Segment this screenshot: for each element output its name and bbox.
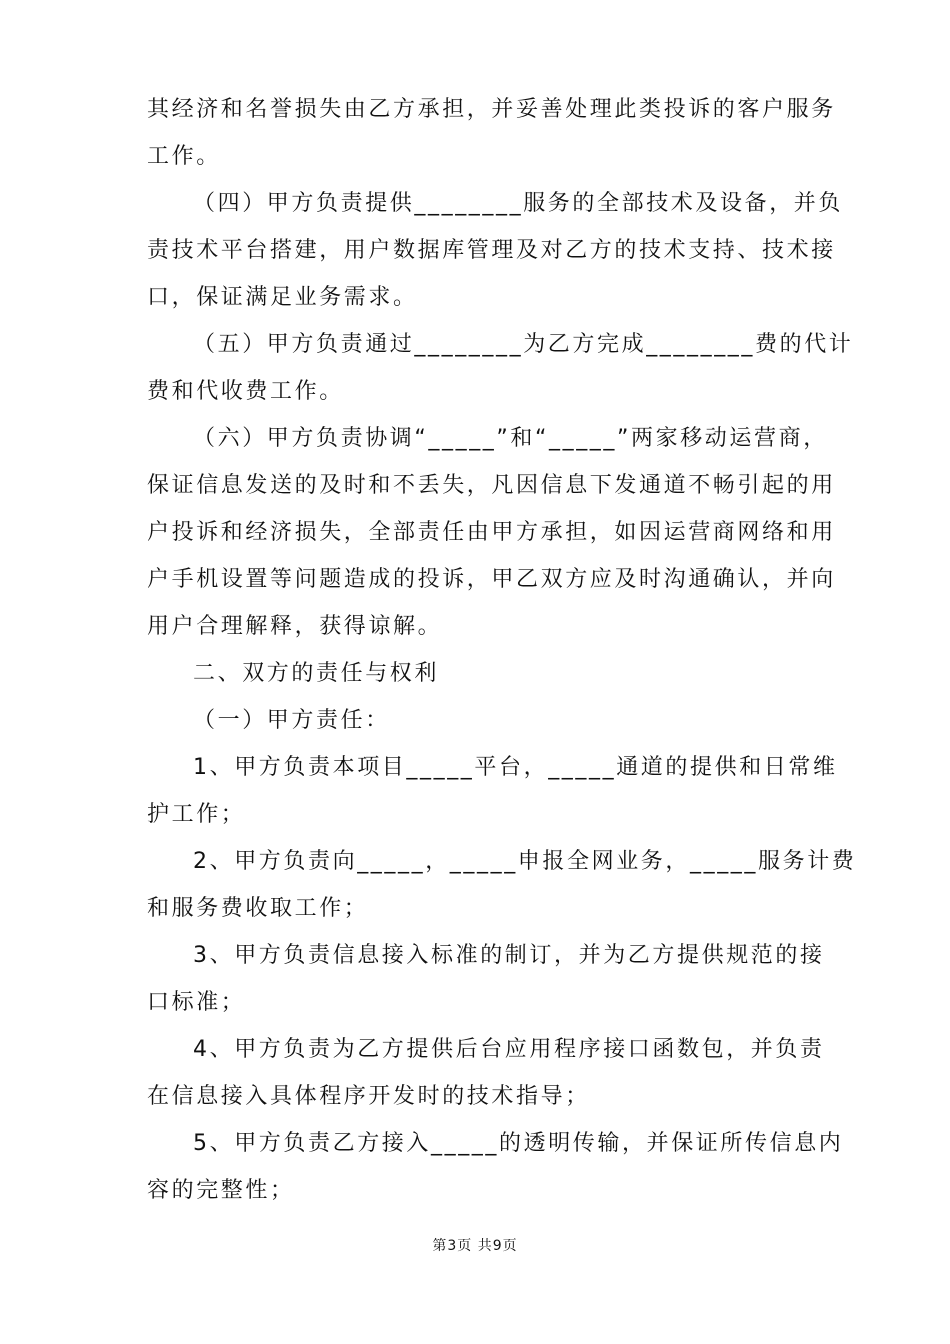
paragraph-line: 户投诉和经济损失，全部责任由甲方承担，如因运营商网络和用 [147,520,836,545]
paragraph [147,838,857,932]
paragraph-line: （五）甲方负责通过________为乙方完成________费的代计 [193,332,854,357]
paragraph [147,86,836,180]
paragraph-line: 2、甲方负责向_____，_____申报全网业务，_____服务计费 [193,849,857,874]
paragraph-line: 保证信息发送的及时和不丢失，凡因信息下发通道不畅引起的用 [147,473,836,498]
paragraph-line: 和服务费收取工作； [147,896,369,921]
document-body [147,86,857,1214]
paragraph [147,744,838,838]
paragraph-line: 其经济和名誉损失由乙方承担，并妥善处理此类投诉的客户服务 [147,97,836,122]
paragraph-line: 口标准； [147,990,246,1015]
paragraph [147,1120,844,1214]
paragraph-line: 二、双方的责任与权利 [193,661,440,686]
paragraph [147,321,854,415]
paragraph [147,1026,825,1120]
paragraph-line: （四）甲方负责提供________服务的全部技术及设备，并负 [193,191,844,216]
paragraph-line: 容的完整性； [147,1178,295,1203]
paragraph [147,932,825,1026]
paragraph [147,415,836,650]
paragraph-line: 5、甲方负责乙方接入_____的透明传输，并保证所传信息内 [193,1131,844,1156]
paragraph [147,180,844,321]
page-footer: 第3页 共9页 [432,1238,518,1254]
paragraph-line: 责技术平台搭建，用户数据库管理及对乙方的技术支持、技术接 [147,238,836,263]
paragraph-line: 4、甲方负责为乙方提供后台应用程序接口函数包，并负责 [193,1037,825,1062]
paragraph-line: 护工作； [147,802,246,827]
paragraph-line: 3、甲方负责信息接入标准的制订，并为乙方提供规范的接 [193,943,825,968]
paragraph-line: 在信息接入具体程序开发时的技术指导； [147,1084,590,1109]
paragraph-line: 工作。 [147,144,221,169]
paragraph-line: 口，保证满足业务需求。 [147,285,418,310]
paragraph-line: 户手机设置等问题造成的投诉，甲乙双方应及时沟通确认，并向 [147,567,836,592]
paragraph [147,697,807,744]
paragraph-line: 用户合理解释，获得谅解。 [147,614,443,639]
paragraph-line: 1、甲方负责本项目_____平台，_____通道的提供和日常维 [193,755,838,780]
paragraph-line: 费和代收费工作。 [147,379,344,404]
paragraph-line: （一）甲方责任： [193,708,390,733]
document-page [147,86,857,1214]
paragraph-line: （六）甲方负责协调“_____”和“_____”两家移动运营商， [193,426,828,451]
paragraph [147,650,807,697]
